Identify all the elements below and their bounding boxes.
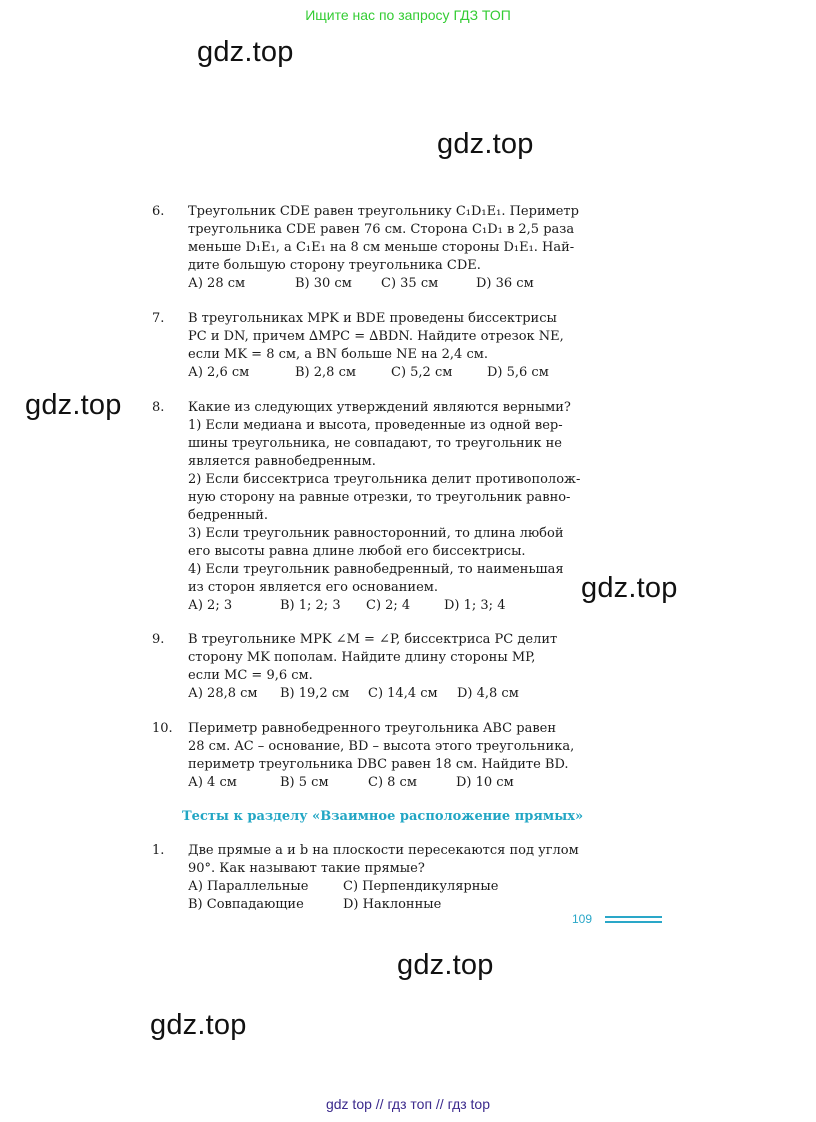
question-number: 1. [152,843,165,858]
watermark: gdz.top [581,572,678,604]
page-number-rule [605,921,662,923]
question-text-line: его высоты равна длине любой его биссектрисы. [188,544,526,559]
question-text-line: 28 см. AC – основание, BD – высота этого треугольника, [188,739,575,754]
question-7 [152,310,594,382]
answer-option: А) 28 см [188,276,246,291]
question-text-line: PC и DN, причем ∆MPC = ∆BDN. Найдите отрезок NE, [188,329,564,344]
answer-options [188,774,594,792]
answer-option: В) Совпадающие [188,897,304,912]
question-number: 7. [152,311,165,326]
answer-option: А) 28,8 см [188,686,258,701]
question-6 [152,203,594,293]
question-text-line: является равнобедренным. [188,454,376,469]
question-text-line: Периметр равнобедренного треугольника ABC равен [188,721,556,736]
answer-option: D) 1; 3; 4 [444,598,506,613]
answer-option: С) 5,2 см [391,365,453,380]
question-10 [152,720,594,792]
question-text-line: 3) Если треугольник равносторонний, то длина любой [188,526,564,541]
watermark: gdz.top [150,1009,247,1041]
question-number: 8. [152,400,165,415]
question-text-line: дите большую сторону треугольника CDE. [188,258,481,273]
answer-option: D) 5,6 см [487,365,549,380]
question-text-line: ную сторону на равные отрезки, то треугольник равно- [188,490,571,505]
question-text-line: В треугольнике MPK ∠M = ∠P, биссектриса PC делит [188,632,558,647]
answer-option: С) 35 см [381,276,439,291]
question-text-line: В треугольниках MPK и BDE проведены биссектрисы [188,311,557,326]
question-text-line: 90°. Как называют такие прямые? [188,861,425,876]
answer-option: С) Перпендикулярные [343,879,499,894]
watermark: gdz.top [25,389,122,421]
answer-option: А) 4 см [188,775,237,790]
section-title: Тесты к разделу «Взаимное расположение прямых» [182,809,584,824]
answer-option: С) 2; 4 [366,598,411,613]
answer-options [188,685,594,703]
page-number: 109 [572,912,593,926]
question-text-line: из сторон является его основанием. [188,580,439,595]
question-text-line: бедренный. [188,508,269,523]
question-text-line: Треугольник CDE равен треугольнику C₁D₁E₁. Периметр [188,204,579,219]
question-text-line: если MC = 9,6 см. [188,668,313,683]
answer-option: А) 2,6 см [188,365,250,380]
page-number-rule [605,916,662,918]
answer-options [188,275,594,293]
question-9 [152,631,594,703]
answer-option: В) 19,2 см [280,686,350,701]
question-text-line: 1) Если медиана и высота, проведенные из одной вер- [188,418,563,433]
question-number: 10. [152,721,173,736]
answer-option: D) 4,8 см [457,686,519,701]
top-banner[interactable]: Ищите нас по запросу ГДЗ ТОП [305,7,511,23]
answer-options [188,364,594,382]
question-text-line: если MK = 8 см, а BN больше NE на 2,4 см. [188,347,488,362]
answer-option: С) 14,4 см [368,686,438,701]
answer-option: В) 5 см [280,775,329,790]
answer-option: В) 2,8 см [295,365,356,380]
answer-option: А) Параллельные [188,879,309,894]
question-text-line: треугольника CDE равен 76 см. Сторона C₁D₁ в 2,5 раза [188,222,575,237]
question-text-line: периметр треугольника DBC равен 18 см. Найдите BD. [188,757,569,772]
question-text-line: 4) Если треугольник равнобедренный, то наименьшая [188,562,564,577]
footer-links[interactable]: gdz top // гдз топ // гдз top [325,1096,491,1112]
question-text-line: сторону MK пополам. Найдите длину стороны MP, [188,650,536,665]
answer-option: С) 8 см [368,775,417,790]
question-text-line: Какие из следующих утверждений являются верными? [188,400,571,415]
answer-option: В) 1; 2; 3 [280,598,341,613]
watermark: gdz.top [197,36,294,68]
answer-option: А) 2; 3 [188,598,233,613]
question-text-line: Две прямые a и b на плоскости пересекаются под углом [188,843,579,858]
question-number: 9. [152,632,165,647]
answer-option: В) 30 см [295,276,352,291]
answer-option: D) 36 см [476,276,534,291]
answer-options [188,878,594,914]
question-text-line: меньше D₁E₁, а C₁E₁ на 8 см меньше стороны D₁E₁. Най- [188,240,575,255]
watermark: gdz.top [437,128,534,160]
answer-options [188,597,594,615]
question-number: 6. [152,204,165,219]
question-8 [152,399,594,615]
watermark: gdz.top [397,949,494,981]
section-question-1 [152,842,594,914]
question-text-line: шины треугольника, не совпадают, то треугольник не [188,436,562,451]
questions-column [152,203,594,914]
answer-option: D) Наклонные [343,897,442,912]
answer-option: D) 10 см [456,775,514,790]
question-text-line: 2) Если биссектриса треугольника делит противополож- [188,472,581,487]
